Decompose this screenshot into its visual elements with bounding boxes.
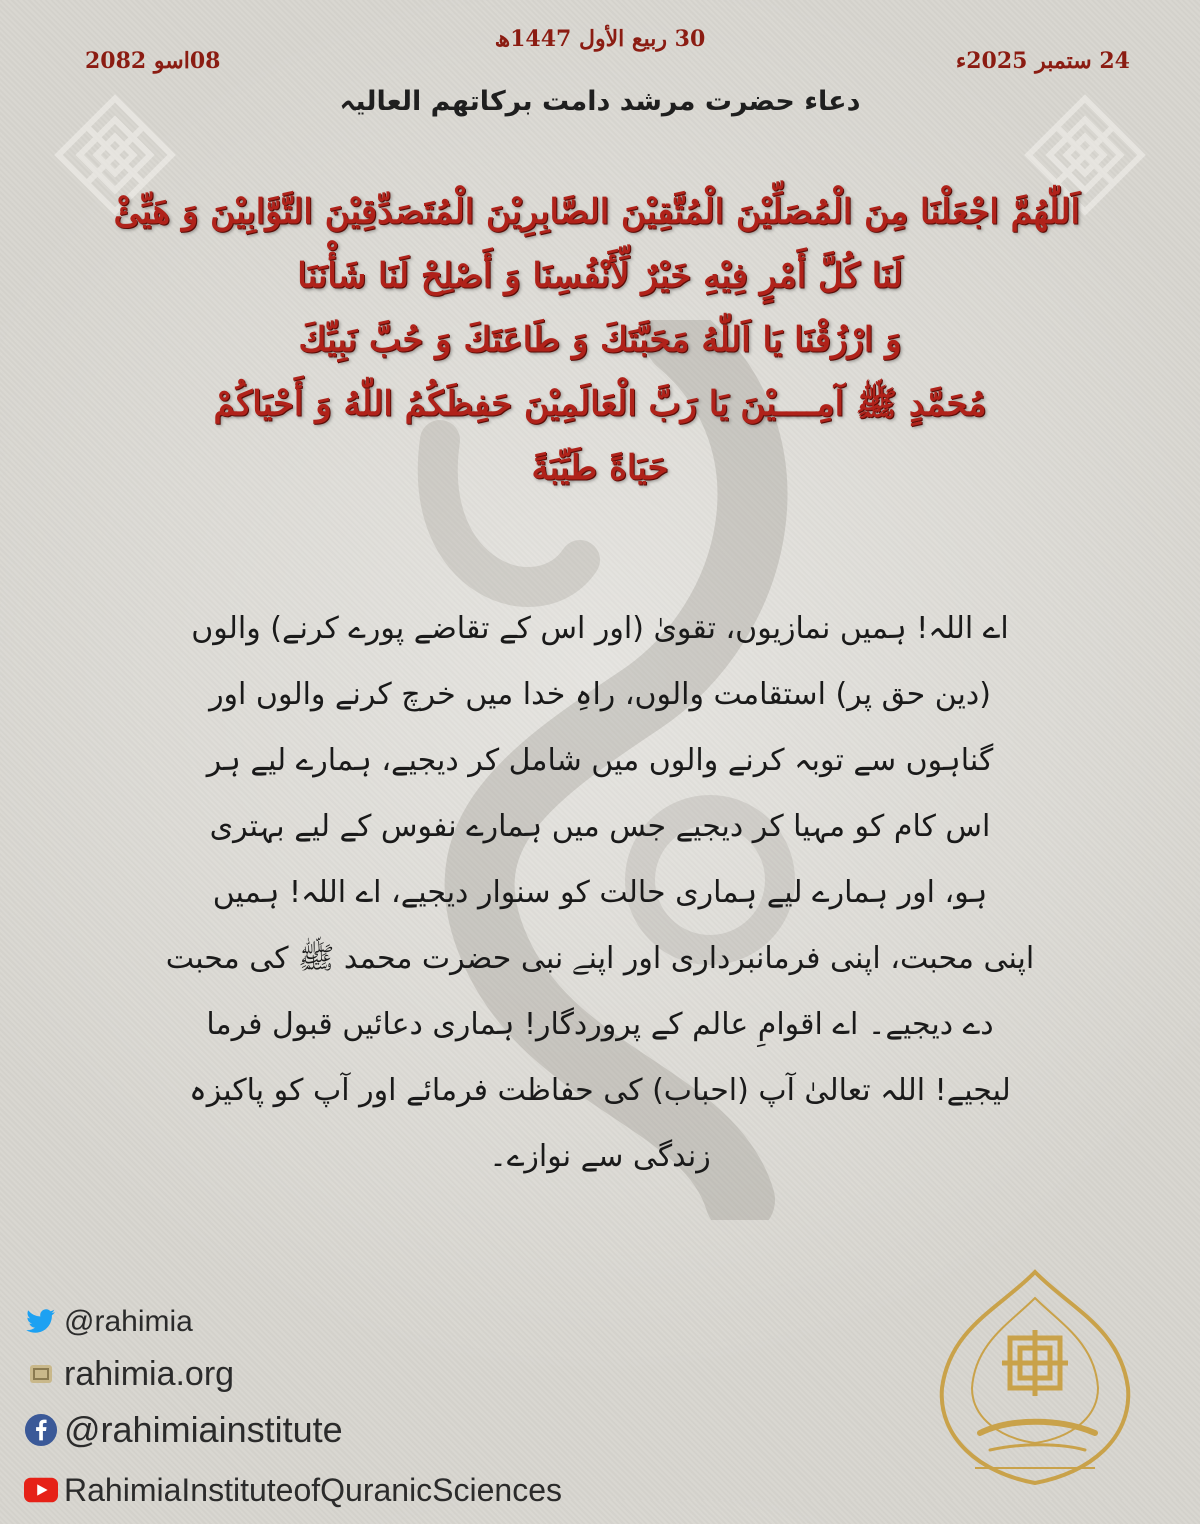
urdu-line: اس کام کو مہیا کر دیجیے جس میں ہمارے نفوس کے لیے بہتری <box>209 809 991 844</box>
urdu-line: لیجیے! اللہ تعالیٰ آپ (احباب) کی حفاظت فرمائے اور آپ کو پاکیزہ <box>189 1073 1011 1108</box>
youtube-icon <box>24 1473 58 1507</box>
website-link[interactable] <box>24 1352 562 1396</box>
urdu-translation <box>150 596 1050 1190</box>
twitter-icon <box>24 1305 58 1339</box>
urdu-line: اپنی محبت، اپنی فرمانبرداری اور اپنے نبی حضرت محمد ﷺ کی محبت <box>165 941 1035 976</box>
facebook-icon <box>24 1413 58 1447</box>
arabic-line: وَ ارْزُقْنَا يَا اَللّٰهُ مَحَبَّتَكَ وَ طَاعَتَكَ وَ حُبَّ نَبِيِّكَ <box>298 320 902 360</box>
globe-icon <box>24 1357 58 1391</box>
youtube-channel: RahimiaInstituteofQuranicSciences <box>64 1471 563 1508</box>
urdu-line: زندگی سے نوازے۔ <box>489 1139 711 1174</box>
social-links <box>24 1300 562 1524</box>
urdu-line: گناہوں سے توبہ کرنے والوں میں شامل کر دیجیے، ہمارے لیے ہر <box>206 743 994 778</box>
arabic-line: اَللّٰهُمَّ اجْعَلْنَا مِنَ الْمُصَلِّيْنَ الْمُتَّقِيْنَ الصَّابِرِيْنَ الْمُتَصَدِّقِيْنَ التَّوَّابِيْنَ وَ هَيِّئْ <box>113 192 1080 232</box>
arabic-line: مُحَمَّدٍ ﷺ آمِــــيْنَ يَا رَبَّ الْعَالَمِيْنَ حَفِظَكُمُ اللّٰهُ وَ أَحْيَاكُمْ <box>213 384 987 424</box>
twitter-handle: @rahimia <box>64 1305 193 1338</box>
arabic-dua <box>113 180 1080 500</box>
urdu-line: (دین حق پر) استقامت والوں، راہِ خدا میں خرچ کرنے والوں اور <box>209 677 991 712</box>
urdu-line: اے اللہ! ہمیں نمازیوں، تقویٰ (اور اس کے تقاضے پورے کرنے) والوں <box>191 611 1009 646</box>
urdu-line: ہو، اور ہمارے لیے ہماری حالت کو سنوار دیجیے، اے اللہ! ہمیں <box>212 875 988 910</box>
urdu-line: دے دیجیے۔ اے اقوامِ عالم کے پروردگار! ہماری دعائیں قبول فرما <box>206 1007 994 1042</box>
hijri-date: 30 ربیع الأول 1447ھ <box>494 26 706 52</box>
website-url: rahimia.org <box>64 1354 235 1393</box>
facebook-handle: @rahimiainstitute <box>64 1409 343 1450</box>
youtube-link[interactable] <box>24 1464 562 1516</box>
bikrami-date: 08اسو 2082 <box>85 48 221 74</box>
rahimia-logo <box>920 1268 1150 1498</box>
twitter-link[interactable] <box>24 1300 562 1344</box>
page-title: دعاء حضرت مرشد دامت برکاتھم العالیہ <box>339 86 861 117</box>
arabic-line: حَيَاةً طَيِّبَةً <box>531 448 669 488</box>
arabic-line: لَنَا كُلَّ أَمْرٍ فِيْهِ خَيْرٌ لِّأَنْفُسِنَا وَ أَصْلِحْ لَنَا شَأْنَنَا <box>297 256 903 296</box>
gregorian-date: 24 ستمبر 2025ء <box>955 48 1130 74</box>
facebook-link[interactable] <box>24 1404 562 1456</box>
